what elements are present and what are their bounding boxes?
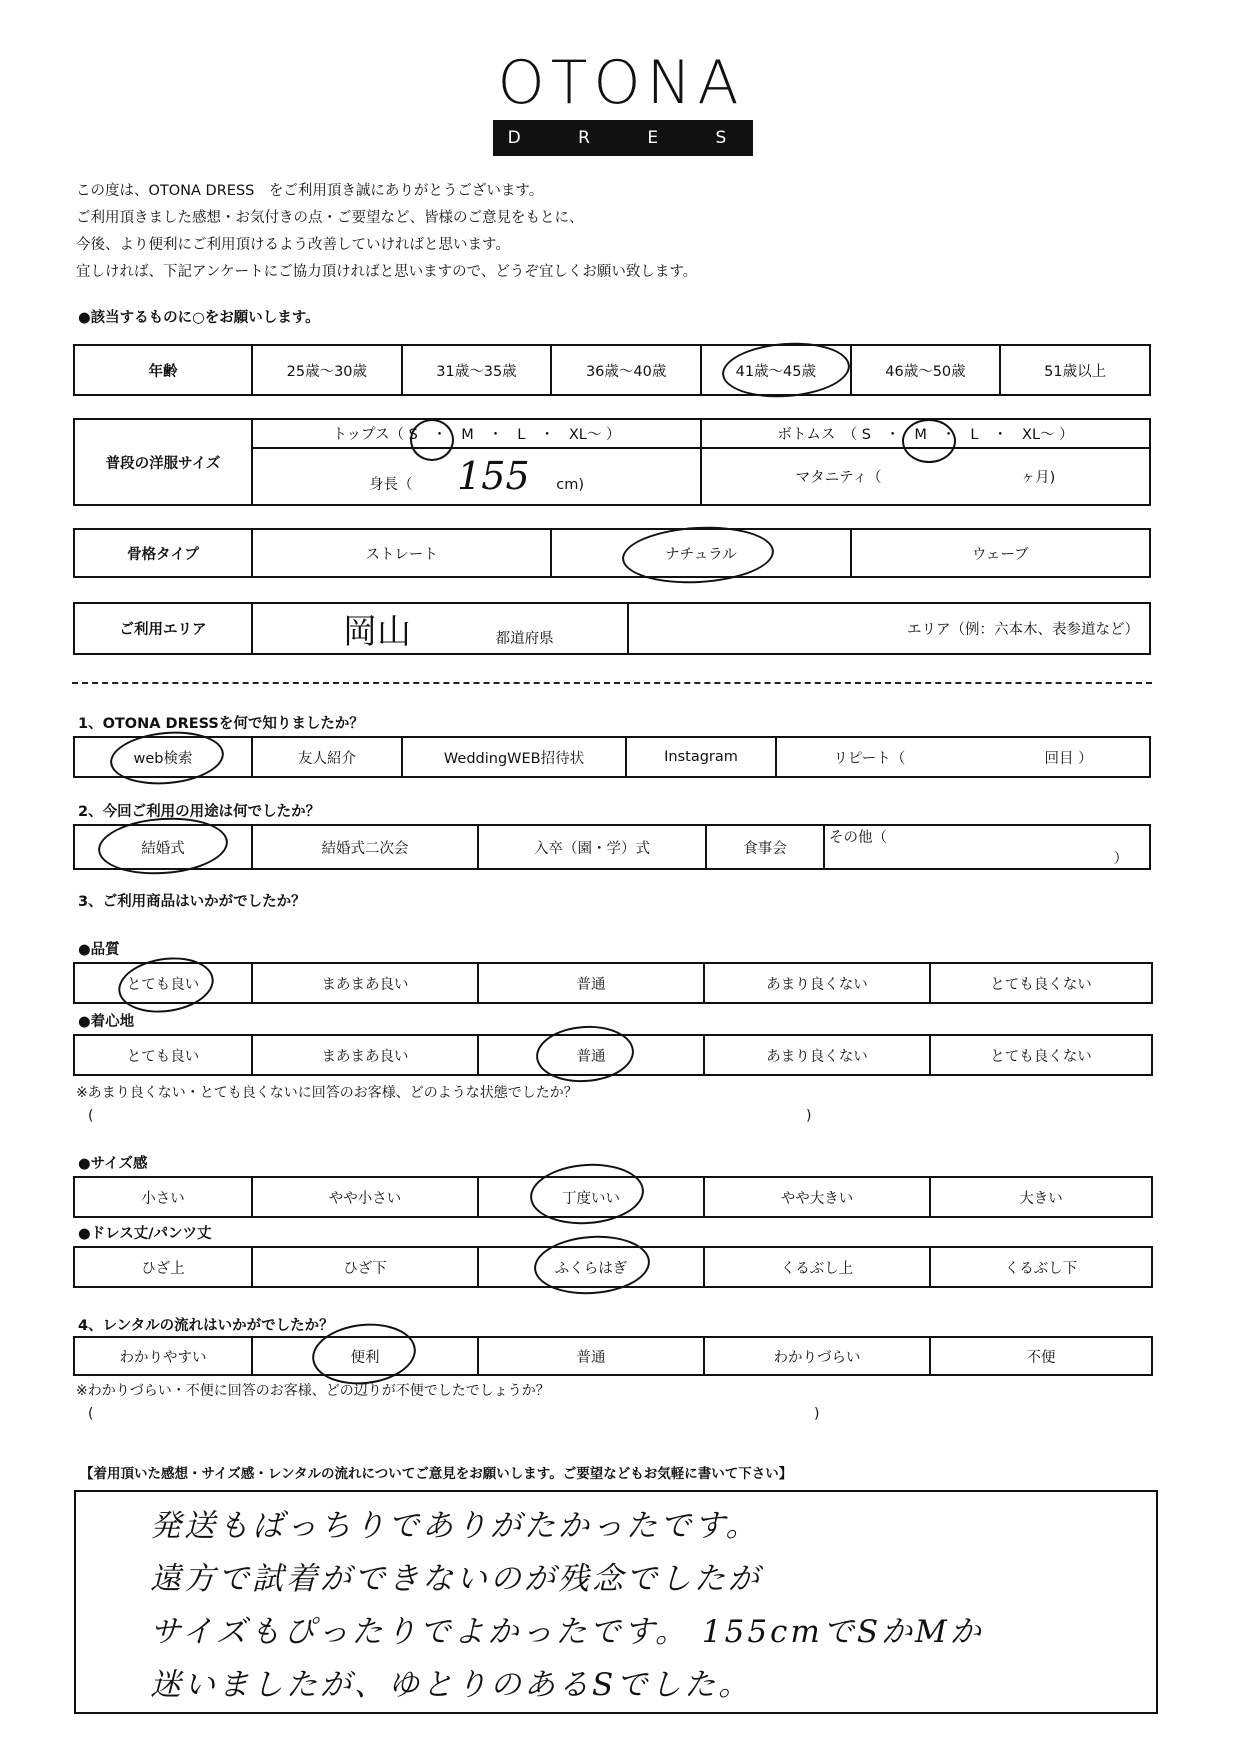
q1-table [73, 736, 1151, 778]
q2-title: 2、今回ご利用の用途は何でしたか？ [78, 804, 321, 820]
height-field[interactable] [252, 448, 701, 505]
length-option[interactable]: くるぶし上 [704, 1247, 930, 1287]
size-feel-label: ●サイズ感 [78, 1156, 148, 1172]
q1-repeat-field[interactable] [776, 737, 1150, 777]
prefecture-value: 岡山 [343, 612, 411, 652]
intro-line: ご利用頂きました感想・お気付きの点・ご要望など、皆様のご意見をもとに、 [76, 210, 584, 226]
size-feel-option[interactable]: やや大きい [704, 1177, 930, 1217]
prefecture-field[interactable] [252, 603, 628, 654]
q2-table [73, 824, 1151, 870]
q1-repeat-label: リピート（ [833, 750, 906, 767]
brand-logo: OTONA [497, 48, 745, 118]
section-divider [72, 682, 1152, 684]
comments-text [150, 1500, 984, 1712]
comfort-note: ※あまり良くない・とても良くないに回答のお客様、どのような状態でしたか？ [76, 1085, 578, 1101]
comfort-option[interactable]: あまり良くない [704, 1035, 930, 1075]
q1-option-selected[interactable]: web検索 [74, 737, 252, 777]
height-unit: cm) [556, 477, 584, 494]
height-label: 身長（ [368, 477, 413, 494]
brand-sub-logo: D R E S S [493, 120, 753, 156]
age-option[interactable]: 31歳～35歳 [402, 345, 552, 395]
body-type-table [73, 528, 1151, 578]
q2-option-selected[interactable]: 結婚式 [74, 825, 252, 869]
comfort-option[interactable]: まあまあ良い [252, 1035, 478, 1075]
comfort-option-selected[interactable]: 普通 [478, 1035, 704, 1075]
size-feel-option[interactable]: やや小さい [252, 1177, 478, 1217]
q1-option[interactable]: Instagram [626, 737, 776, 777]
quality-option[interactable]: 普通 [478, 963, 704, 1003]
q4-title: 4、レンタルの流れはいかがでしたか？ [78, 1318, 334, 1334]
size-label: 普段の洋服サイズ [74, 419, 252, 505]
body-type-option[interactable]: ウェーブ [851, 529, 1150, 577]
q2-other-close: ） [1113, 851, 1129, 867]
q4-option-selected[interactable]: 便利 [252, 1337, 478, 1375]
age-option[interactable]: 36歳～40歳 [551, 345, 701, 395]
prefecture-label: 都道府県 [495, 631, 554, 647]
maternity-unit: ヶ月) [1020, 469, 1056, 486]
intro-line: 宜しければ、下記アンケートにご協力頂ければと思いますので、どうぞ宜しくお願い致します。 [76, 264, 698, 280]
age-option[interactable]: 46歳～50歳 [851, 345, 1001, 395]
length-label: ●ドレス丈/パンツ丈 [78, 1226, 212, 1242]
comment-line: 発送もばっちりでありがたかったです。 [150, 1508, 760, 1544]
profile-heading: ●該当するものに○をお願いします。 [78, 310, 320, 326]
bottoms-size-options[interactable]: ボトムス （ S ・ M ・ L ・ XL～ ） [701, 419, 1150, 448]
q4-option[interactable]: 不便 [930, 1337, 1152, 1375]
comment-line: 遠方で試着ができないのが残念でしたが [150, 1561, 762, 1597]
length-option[interactable]: ひざ下 [252, 1247, 478, 1287]
q1-option[interactable]: WeddingWEB招待状 [402, 737, 626, 777]
q2-option[interactable]: 入卒（園・学）式 [478, 825, 706, 869]
length-option-selected[interactable]: ふくらはぎ [478, 1247, 704, 1287]
tops-size-options[interactable]: トップス（ S ・ M ・ L ・ XL～ ） [252, 419, 701, 448]
size-feel-option-selected[interactable]: 丁度いい [478, 1177, 704, 1217]
size-table [73, 418, 1151, 506]
body-type-label: 骨格タイプ [74, 529, 252, 577]
q1-option[interactable]: 友人紹介 [252, 737, 402, 777]
length-option[interactable]: ひざ上 [74, 1247, 252, 1287]
comments-heading: 【着用頂いた感想・サイズ感・レンタルの流れについてご意見をお願いします。ご要望などもお気軽に書いて下さい】 [80, 1466, 793, 1482]
age-option-selected[interactable]: 41歳～45歳 [701, 345, 851, 395]
intro-line: 今後、より便利にご利用頂けるよう改善していければと思います。 [76, 237, 510, 253]
comfort-option[interactable]: とても良くない [930, 1035, 1152, 1075]
comment-line: 迷いましたが、ゆとりのあるSでした。 [150, 1667, 753, 1703]
body-type-option[interactable]: ストレート [252, 529, 551, 577]
q4-table [73, 1336, 1153, 1376]
comfort-answer-close: ) [806, 1108, 812, 1124]
quality-option-selected[interactable]: とても良い [74, 963, 252, 1003]
q2-other-field[interactable] [824, 825, 1150, 869]
tops-selection-circle [410, 419, 454, 461]
quality-option[interactable]: とても良くない [930, 963, 1152, 1003]
intro-line: この度は、OTONA DRESS をご利用頂き誠にありがとうございます。 [76, 183, 544, 199]
area-detail-field[interactable]: エリア（例：六本木、表参道など） [628, 603, 1150, 654]
area-label: ご利用エリア [74, 603, 252, 654]
q1-title: 1、OTONA DRESSを何で知りましたか？ [78, 716, 364, 732]
q4-answer-close: ) [814, 1406, 820, 1422]
body-type-option-selected[interactable]: ナチュラル [551, 529, 850, 577]
q4-option[interactable]: わかりやすい [74, 1337, 252, 1375]
area-table [73, 602, 1151, 655]
comfort-option[interactable]: とても良い [74, 1035, 252, 1075]
bottoms-selection-circle [902, 419, 956, 463]
quality-label: ●品質 [78, 942, 120, 958]
length-option[interactable]: くるぶし下 [930, 1247, 1152, 1287]
height-value: 155 [457, 454, 530, 499]
maternity-label: マタニティ（ [795, 469, 882, 486]
q2-other-label: その他（ [829, 830, 887, 846]
comment-line: サイズもぴったりでよかったです。 155cmでSかMか [150, 1614, 984, 1650]
q4-option[interactable]: 普通 [478, 1337, 704, 1375]
comfort-answer-open: ( [88, 1108, 94, 1124]
intro-text [76, 178, 697, 286]
q4-option[interactable]: わかりづらい [704, 1337, 930, 1375]
size-feel-option[interactable]: 小さい [74, 1177, 252, 1217]
q2-option[interactable]: 結婚式二次会 [252, 825, 478, 869]
q1-repeat-unit: 回目 ） [1044, 750, 1093, 767]
q3-title: 3、ご利用商品はいかがでしたか？ [78, 894, 306, 910]
q2-option[interactable]: 食事会 [706, 825, 824, 869]
quality-option[interactable]: あまり良くない [704, 963, 930, 1003]
age-option[interactable]: 25歳～30歳 [252, 345, 402, 395]
length-selection-circle [532, 1232, 652, 1298]
quality-option[interactable]: まあまあ良い [252, 963, 478, 1003]
q4-answer-open: ( [88, 1406, 94, 1422]
age-option[interactable]: 51歳以上 [1000, 345, 1150, 395]
q4-note: ※わかりづらい・不便に回答のお客様、どの辺りが不便でしたでしょうか？ [76, 1383, 550, 1399]
size-feel-option[interactable]: 大きい [930, 1177, 1152, 1217]
comfort-label: ●着心地 [78, 1014, 135, 1030]
age-table [73, 344, 1151, 396]
age-label: 年齢 [74, 345, 252, 395]
quality-table [73, 962, 1153, 1004]
